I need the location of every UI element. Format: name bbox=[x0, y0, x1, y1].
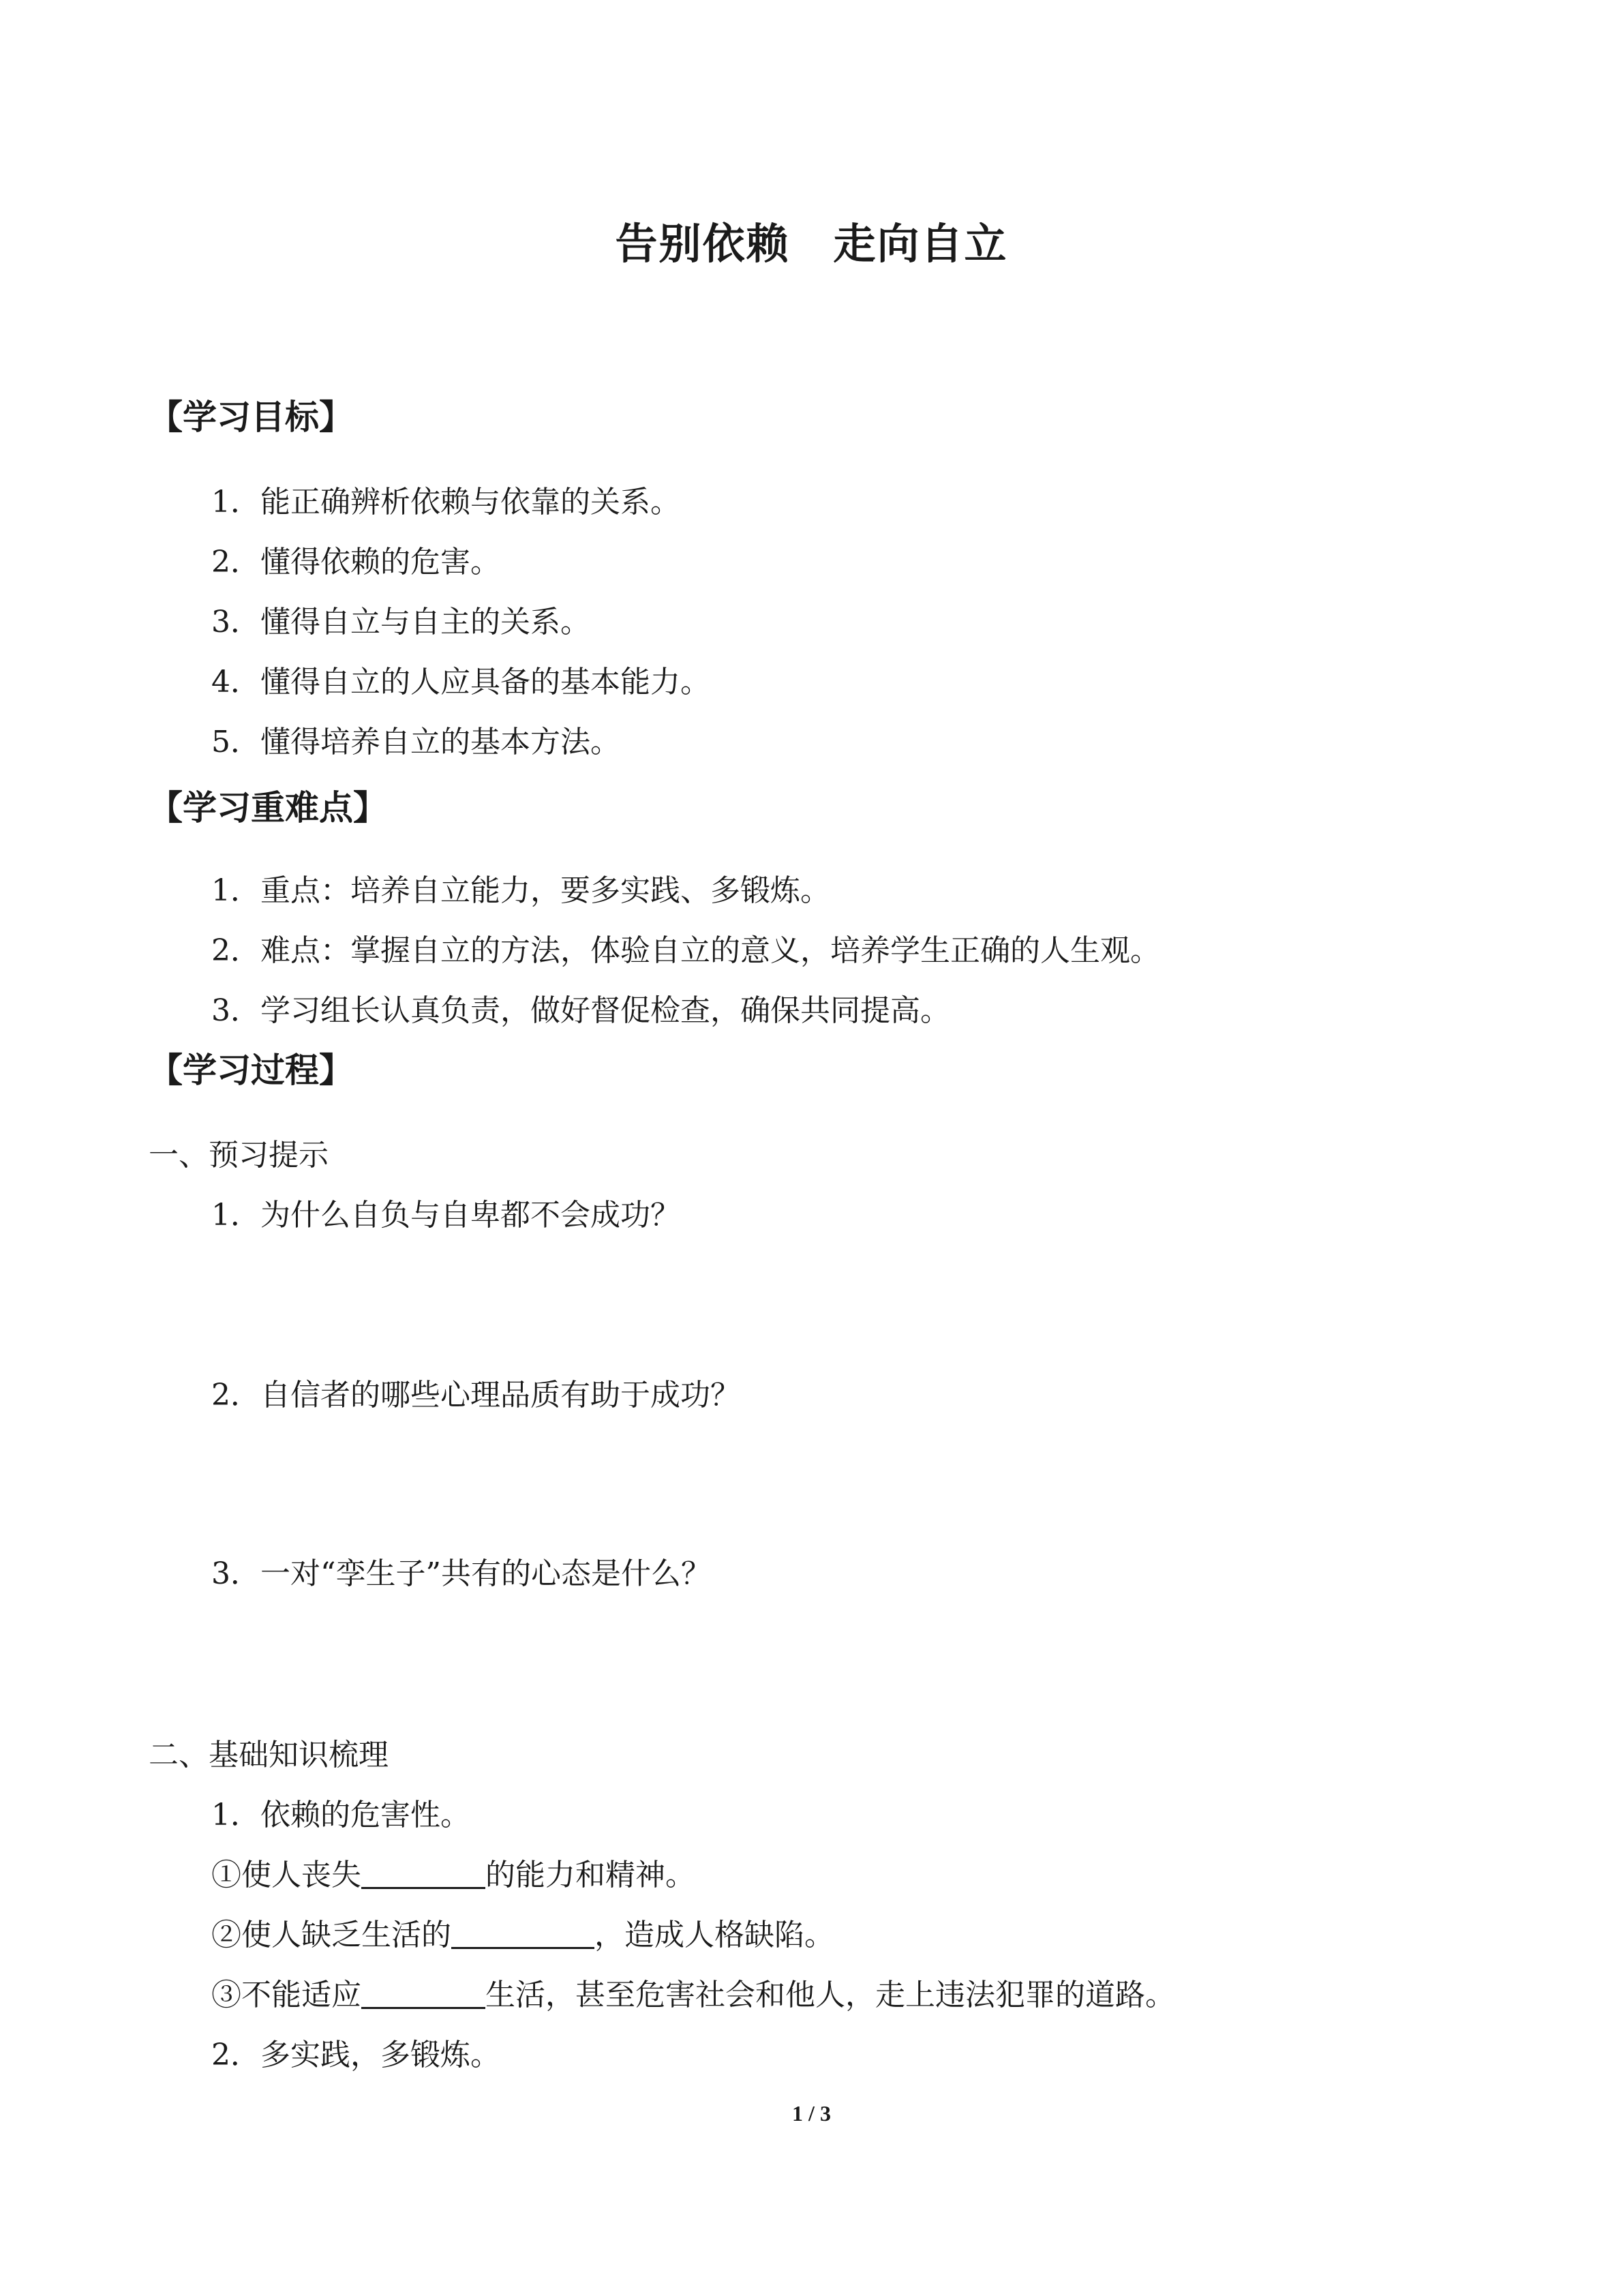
goal-item: 3．懂得自立与自主的关系。 bbox=[211, 605, 590, 639]
goal-item: 4．懂得自立的人应具备的基本能力。 bbox=[211, 665, 710, 699]
fill-text-after: 生活，甚至危害社会和他人，走上违法犯罪的道路。 bbox=[485, 1978, 1175, 2012]
fill-text-after: ，造成人格缺陷。 bbox=[594, 1918, 834, 1952]
basics-section-title: 二、基础知识梳理 bbox=[149, 1738, 389, 1772]
answer-blank[interactable] bbox=[451, 1917, 594, 1949]
fill-text-before: ①使人丧失 bbox=[211, 1858, 361, 1892]
preview-question: 3．一对“孪生子”共有的心态是什么？ bbox=[211, 1556, 711, 1591]
preview-question: 2．自信者的哪些心理品质有助于成功？ bbox=[211, 1378, 740, 1413]
keypoint-item: 2．难点：掌握自立的方法，体验自立的意义，培养学生正确的人生观。 bbox=[211, 933, 1160, 968]
fill-text-after: 的能力和精神。 bbox=[485, 1858, 695, 1892]
preview-section-title: 一、预习提示 bbox=[149, 1138, 329, 1173]
goal-item: 1．能正确辨析依赖与依靠的关系。 bbox=[211, 485, 680, 519]
answer-blank[interactable] bbox=[361, 1977, 485, 2009]
preview-question: 1．为什么自负与自卑都不会成功？ bbox=[211, 1198, 680, 1233]
goal-item: 2．懂得依赖的危害。 bbox=[211, 545, 500, 579]
basics-item: 1．依赖的危害性。 bbox=[211, 1798, 470, 1832]
fill-text-before: ②使人缺乏生活的 bbox=[211, 1918, 451, 1952]
fill-in-line bbox=[211, 1970, 1175, 2014]
page-number: 1 / 3 bbox=[792, 2101, 831, 2126]
fill-text-before: ③不能适应 bbox=[211, 1978, 361, 2012]
keypoint-item: 3．学习组长认真负责，做好督促检查，确保共同提高。 bbox=[211, 993, 950, 1028]
basics-item: 2．多实践，多锻炼。 bbox=[211, 2038, 500, 2072]
heading-learning-goals: 【学习目标】 bbox=[149, 397, 353, 437]
fill-in-line bbox=[211, 1910, 834, 1954]
answer-blank[interactable] bbox=[361, 1857, 485, 1889]
heading-learning-process: 【学习过程】 bbox=[149, 1051, 353, 1090]
keypoint-item: 1．重点：培养自立能力，要多实践、多锻炼。 bbox=[211, 873, 830, 908]
goal-item: 5．懂得培养自立的基本方法。 bbox=[211, 725, 620, 759]
fill-in-line bbox=[211, 1850, 695, 1894]
document-title: 告别依赖 走向自立 bbox=[615, 219, 1008, 269]
heading-key-points: 【学习重难点】 bbox=[149, 788, 387, 828]
